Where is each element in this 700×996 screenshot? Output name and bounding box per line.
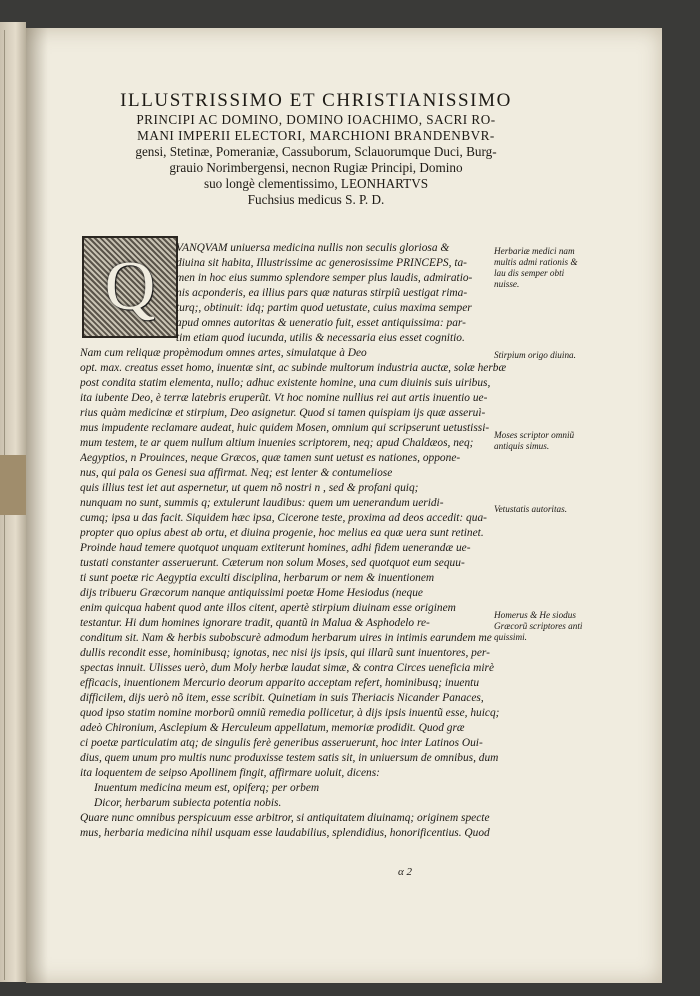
body-line: quis illius test iet aut aspernetur, ut quem nõ nostri n , sed & profani quiq; xyxy=(80,482,419,494)
body-line: men in hoc eius summo splendore semper plus laudis, admiratio- xyxy=(176,272,473,284)
body-line: adeò Chironium, Asclepium & Herculeum appellatum, memoriæ prodidit. Quod græ xyxy=(80,722,465,734)
margin-note-3: Moses scriptor omniũ antiquis simus. xyxy=(494,430,575,451)
page-gutter-shadow xyxy=(26,28,48,983)
body-line: dijs tribueru Græcorum nanque antiquissimi poetæ Home Hesiodus (neque xyxy=(80,587,423,599)
body-line: dius, quem unum pro multis nunc produxisse testem satis sit, in uniuersum de omnibus, dum xyxy=(80,752,499,764)
body-line: VANQVAM uniuersa medicina nullis non seculis gloriosa & xyxy=(176,242,450,254)
body-line: opt. max. creatus esset homo, inuentæ sint, ac subinde multorum industria auctæ, solæ herbæ xyxy=(80,362,507,374)
body-line: post condita statim elementa, nullo; adhuc existente homine, una cum diuinis suis uiribus, xyxy=(80,377,491,389)
body-line: mus impudente reclamare audeat, huic quidem Mosen, omnium qui scripserunt uetustissi- xyxy=(80,422,490,434)
signature-mark: α 2 xyxy=(398,866,413,878)
body-line: spectas innuit. Ulisses uerò, dum Moly herbæ laudat simæ, & contra Circes ueneficia mirè xyxy=(80,662,495,674)
binding-tab xyxy=(0,455,26,515)
body-line: propter quo opius abest ab ortu, et diuina progenie, hoc melius ea quæ uera sunt retinet. xyxy=(80,527,484,539)
margin-note-4: Vetustatis autoritas. xyxy=(494,504,567,514)
book-page xyxy=(26,28,662,983)
header-line-7: Fuchsius medicus S. P. D. xyxy=(247,192,385,207)
initial-letter: Q xyxy=(104,248,156,325)
body-line: tim etiam quod iucunda, utilis & necessaria eius esset cognitio. xyxy=(176,332,465,344)
body-line: nus, qui pala os Genesi sua affirmat. Neq; est lenter & contumeliose xyxy=(80,467,393,479)
body-line: Nam cum reliquæ propèmodum omnes artes, simulatque à Deo xyxy=(80,347,367,359)
dedication-header xyxy=(66,90,566,208)
body-line: testantur. Hi dum homines ignorare tradit, quantũ in Malua & Asphodelo re- xyxy=(80,617,430,629)
margin-note-2: Stirpium origo diuina. xyxy=(494,350,576,360)
body-line: ita loquentem de seipso Apollinem fingit, affirmare uoluit, dicens: xyxy=(80,767,380,779)
body-line: apud omnes autoritas & ueneratio fuit, esset antiquissima: par- xyxy=(176,317,466,329)
margin-note-5: Homerus & He siodus Græcorũ scriptores anti quissimi. xyxy=(494,610,583,642)
body-line: enim quicqua habent quod ante illos citent, apertè stirpium diuinam esse originem xyxy=(80,602,456,614)
body-line: difficilem, dijs uerò nõ item, esse scribit. Quinetiam in suis Theriacis Nicander Panaces, xyxy=(80,692,484,704)
body-line: diuina sit habita, Illustrissime ac generosissime PRINCEPS, ta- xyxy=(176,257,467,269)
body-line: mum testem, te ar quem nullum altium inuenies scriptorem, neq; apud Chaldæos, neq; xyxy=(80,437,474,449)
body-line: dullis recondit esse, hominibusq; ignotas, nec nisi ijs ipsis, qui illarũ sunt inuentores, per- xyxy=(80,647,490,659)
body-line: quod ipso statim nomine morborũ omniũ remedia pollicetur, à dijs ipsis inuentũ esse, huicq; xyxy=(80,707,500,719)
header-line-5: grauio Norimbergensi, necnon Rugiæ Principi, Domino xyxy=(169,160,463,175)
body-line: ita iubente Deo, è terræ latebris eruperũt. Vt hoc nomine nullius rei aut artis inuentio ue- xyxy=(80,392,488,404)
closing-line: Quare nunc omnibus perspicuum esse arbitror, si antiquitatem diuinamq; originem specte xyxy=(80,812,490,824)
body-line: conditum sit. Nam & herbis subobscurè admodum herbarum uires in intimis earundem me xyxy=(80,632,492,644)
header-line-2: PRINCIPI AC DOMINO, DOMINO IOACHIMO, SACRI RO- xyxy=(136,112,496,127)
header-line-3: MANI IMPERII ELECTORI, MARCHIONI BRANDENBVR- xyxy=(137,128,495,143)
body-text xyxy=(80,241,520,841)
body-line: turq;, obtinuit: idq; partim quod uetustate, cuius maxima semper xyxy=(176,302,472,314)
body-line: Proinde haud temere quotquot unquam extiterunt homines, adhi fidem uenerandæ ue- xyxy=(80,542,471,554)
body-line: cumq; ipsa u das facit. Siquidem hæc ipsa, Cicerone teste, proxima ad deos accedit: qua- xyxy=(80,512,487,524)
verse-line: Inuentum medicina meum est, opiferq; per orbem xyxy=(94,782,320,794)
header-line-4: gensi, Stetinæ, Pomeraniæ, Cassuborum, Sclauorumque Duci, Burg- xyxy=(135,144,497,159)
body-line: rius quàm medicinæ et stirpium, Deo asignetur. Quod si tamen quispiam ijs quæ asseruì- xyxy=(80,407,486,419)
header-line-1: ILLUSTRISSIMO ET CHRISTIANISSIMO xyxy=(120,90,512,111)
closing-line: mus, herbaria medicina nihil usquam esse laudabilius, splendidius, honorificentius. Quod xyxy=(80,827,490,839)
body-line: nis acponderis, ea illius pars quæ naturas stirpiũ uestigat rima- xyxy=(176,287,468,299)
header-line-6: suo longè clementissimo, LEONHARTVS xyxy=(203,176,429,191)
body-line: nunquam no sunt, summis q; extulerunt laudibus: quem um uenerandum ueridi- xyxy=(80,497,444,509)
body-line: Aegyptios, n Prouinces, neque Græcos, quæ tamen sunt uetust es nationes, oppone- xyxy=(80,452,461,464)
body-line: efficacis, inuentionem Mercurio deorum apparito acceptam refert, hominibusq; inuentu xyxy=(80,677,480,689)
body-line: ci poetæ particulatim atq; de singulis ferè generibus asseruerunt, hoc inter Latinos Oui- xyxy=(80,737,483,749)
verse-line: Dicor, herbarum subiecta potentia nobis. xyxy=(94,797,282,809)
body-line: tustati constanter asseruerunt. Cæterum non solum Moses, sed quotquot eum sequu- xyxy=(80,557,465,569)
body-line: ti sunt poetæ ric Aegyptia exculti disciplina, herbarum or nem & inuentionem xyxy=(80,572,435,584)
margin-note-1: Herbariæ medici nam multis admi rationis & lau dis semper obti nuisse. xyxy=(494,246,578,289)
